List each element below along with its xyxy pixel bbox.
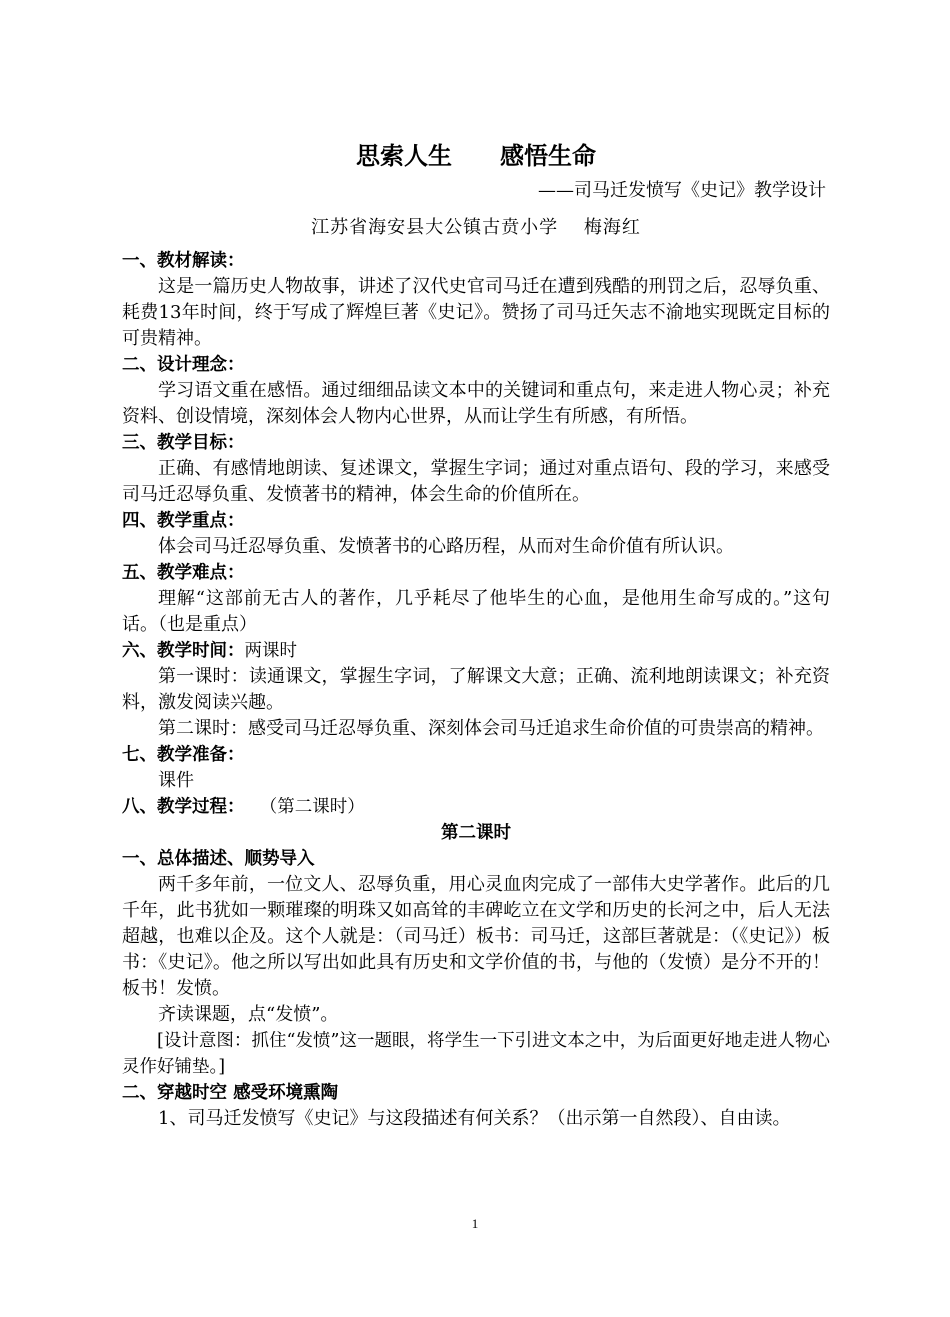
section-heading-6-value: 两课时 <box>244 641 297 661</box>
section-text-7: 课件 <box>158 770 194 791</box>
document-subtitle: ——司马迁发愤写《史记》教学设计 <box>538 180 826 201</box>
section-text-3: 正确、有感情地朗读、复述课文，掌握生字词；通过对重点语句、段的学习，来感受司马迁忍辱负重、发愤著书的精神，体会生命的价值所在。 <box>122 458 830 505</box>
section-text-6b: 第二课时：感受司马迁忍辱负重、深刻体会司马迁追求生命价值的可贵崇高的精神。 <box>158 718 824 739</box>
lesson-part2-heading: 二、穿越时空 感受环境熏陶 <box>122 1083 339 1103</box>
section-heading-1: 一、教材解读： <box>122 251 245 271</box>
section-text-6a: 第一课时：读通课文，掌握生字词，了解课文大意；正确、流利地朗读课文；补充资料，激发阅读兴趣。 <box>122 666 830 713</box>
section-text-5: 理解“这部前无古人的著作，几乎耗尽了他毕生的心血，是他用生命写成的。”这句话。（也是重点） <box>122 588 830 635</box>
section-text-1: 这是一篇历史人物故事，讲述了汉代史官司马迁在遭到残酷的刑罚之后，忍辱负重、耗费13年时间，终于写成了辉煌巨著《史记》。赞扬了司马迁矢志不渝地实现既定目标的可贵精神。 <box>122 276 830 349</box>
section-text-2: 学习语文重在感悟。通过细细品读文本中的关键词和重点句，来走进人物心灵；补充资料、创设情境，深刻体会人物内心世界，从而让学生有所感，有所悟。 <box>122 380 830 427</box>
lesson-part1-heading: 一、总体描述、顺势导入 <box>122 849 315 869</box>
section-heading-4: 四、教学重点： <box>122 511 245 531</box>
section-heading-8-value: （第二课时） <box>268 797 365 817</box>
page-number: 1 <box>471 1216 479 1231</box>
lesson-part1-text: 两千多年前，一位文人、忍辱负重，用心灵血肉完成了一部伟大史学著作。此后的几千年，此书犹如一颗璀璨的明珠又如高耸的丰碑屹立在文学和历史的长河之中，后人无法超越，也难以企及。这个人就是：（司马迁）板书：司马迁，这部巨著就是：（《史记》）板书：《史记》。他之所以写出如此具有历史和文学价值的书，与他的（发愤）是分不开的！板书！发愤。 <box>122 874 830 999</box>
section-heading-3: 三、教学目标： <box>122 433 245 453</box>
document-body <box>122 138 830 1132</box>
lesson-part1-design-note: [设计意图：抓住“发愤”这一题眼，将学生一下引进文本之中，为后面更好地走进人物心灵作好铺垫。] <box>122 1031 830 1077</box>
section-heading-6-row <box>122 638 830 664</box>
section-heading-2: 二、设计理念： <box>122 355 245 375</box>
lesson-part1-instruction: 齐读课题，点“发愤”。 <box>158 1004 339 1025</box>
document-author: 江苏省海安县大公镇古贲小学 梅海红 <box>311 217 641 238</box>
section-heading-8-row <box>122 794 830 820</box>
section-heading-5: 五、教学难点： <box>122 563 245 583</box>
document-title: 思索人生 感悟生命 <box>356 142 596 170</box>
section-heading-7: 七、教学准备： <box>122 745 245 765</box>
section-heading-6: 六、教学时间： <box>122 641 245 661</box>
lesson-part2-text: 1、司马迁发愤写《史记》与这段描述有何关系？（出示第一自然段）、自由读。 <box>158 1108 791 1129</box>
lesson-heading: 第二课时 <box>441 823 511 843</box>
section-heading-8: 八、教学过程： <box>122 797 245 817</box>
section-text-4: 体会司马迁忍辱负重、发愤著书的心路历程，从而对生命价值有所认识。 <box>158 536 734 557</box>
